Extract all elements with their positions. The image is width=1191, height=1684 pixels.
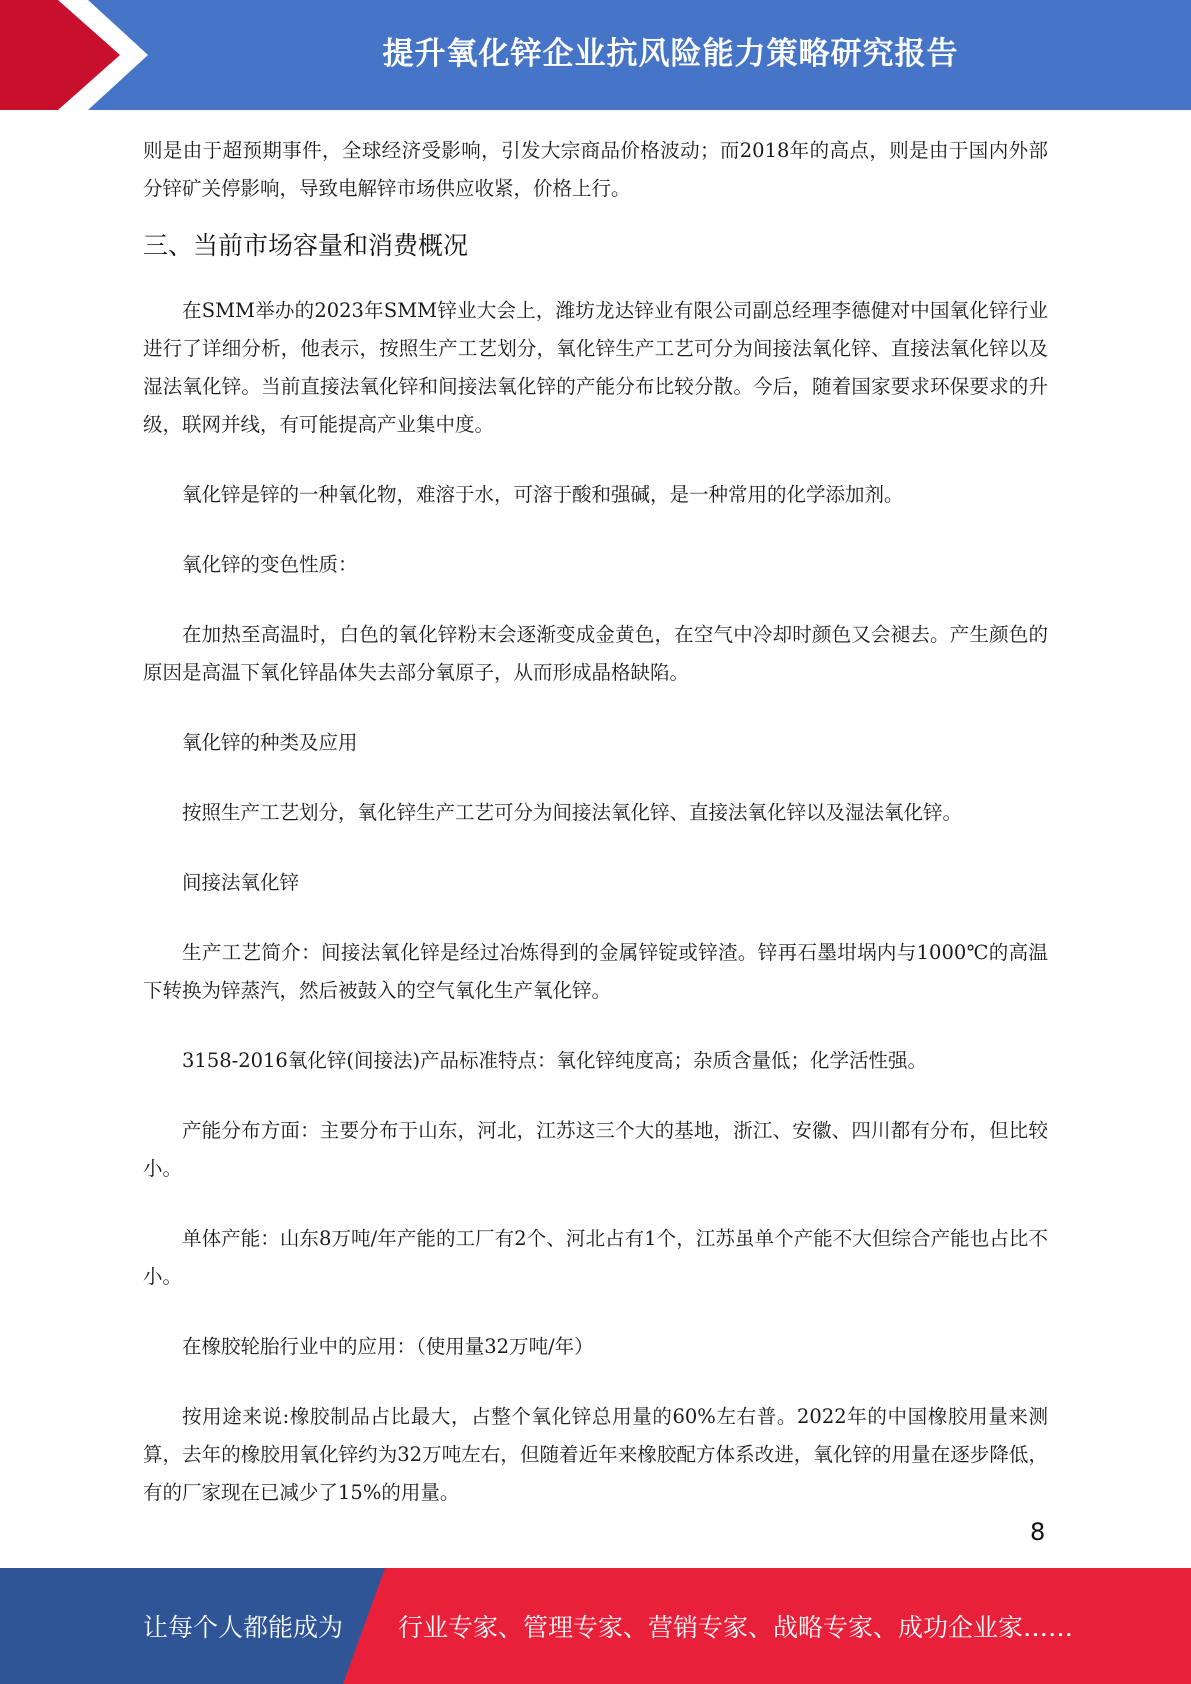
paragraph: 生产工艺简介：间接法氧化锌是经过冶炼得到的金属锌锭或锌渣。锌再石墨坩埚内与1000℃的高温下转换为锌蒸汽，然后被鼓入的空气氧化生产氧化锌。 [143,941,1048,1002]
paragraph: 氧化锌是锌的一种氧化物，难溶于水，可溶于酸和强碱，是一种常用的化学添加剂。 [182,483,904,506]
paragraph: 则是由于超预期事件，全球经济受影响，引发大宗商品价格波动；而2018年的高点，则是由于国内外部分锌矿关停影响，导致电解锌市场供应收紧，价格上行。 [143,139,1048,200]
paragraph: 在加热至高温时，白色的氧化锌粉末会逐渐变成金黄色，在空气中冷却时颜色又会褪去。产生颜色的原因是高温下氧化锌晶体失去部分氧原子，从而形成晶格缺陷。 [143,623,1048,684]
paragraph: 按照生产工艺划分，氧化锌生产工艺可分为间接法氧化锌、直接法氧化锌以及湿法氧化锌。 [182,801,963,824]
document-title: 提升氧化锌企业抗风险能力策略研究报告 [382,35,959,72]
footer-banner [0,1568,1191,1684]
paragraph: 氧化锌的变色性质： [182,553,358,576]
footer-slogan-right: 行业专家、管理专家、营销专家、战略专家、成功企业家…… [398,1613,1074,1642]
paragraph: 氧化锌的种类及应用 [182,731,358,754]
section-heading: 三、当前市场容量和消费概况 [143,231,469,260]
paragraph: 3158-2016氧化锌(间接法)产品标准特点：氧化锌纯度高；杂质含量低；化学活性强。 [182,1049,928,1072]
paragraph: 在橡胶轮胎行业中的应用：（使用量32万吨/年） [182,1335,594,1358]
paragraph: 按用途来说:橡胶制品占比最大，占整个氧化锌总用量的60%左右普。2022年的中国橡胶用量来测算，去年的橡胶用氧化锌约为32万吨左右，但随着近年来橡胶配方体系改进，氧化锌的用量在逐步降低，有的厂家现在已减少了15%的用量。 [143,1405,1048,1504]
page-content [143,132,1048,1512]
page-number: 8 [1030,1518,1046,1546]
paragraph: 产能分布方面：主要分布于山东，河北，江苏这三个大的基地，浙江、安徽、四川都有分布，但比较小。 [143,1119,1048,1180]
header-banner [0,0,1191,110]
footer-slogan-left: 让每个人都能成为 [143,1613,344,1642]
paragraph: 在SMM举办的2023年SMM锌业大会上，潍坊龙达锌业有限公司副总经理李德健对中国氧化锌行业进行了详细分析，他表示，按照生产工艺划分，氧化锌生产工艺可分为间接法氧化锌、直接法氧化锌以及湿法氧化锌。当前直接法氧化锌和间接法氧化锌的产能分布比较分散。今后，随着国家要求环保要求的升级，联网并线，有可能提高产业集中度。 [143,299,1048,436]
paragraph: 单体产能：山东8万吨/年产能的工厂有2个、河北占有1个，江苏虽单个产能不大但综合产能也占比不小。 [143,1227,1048,1288]
paragraph: 间接法氧化锌 [182,871,300,894]
